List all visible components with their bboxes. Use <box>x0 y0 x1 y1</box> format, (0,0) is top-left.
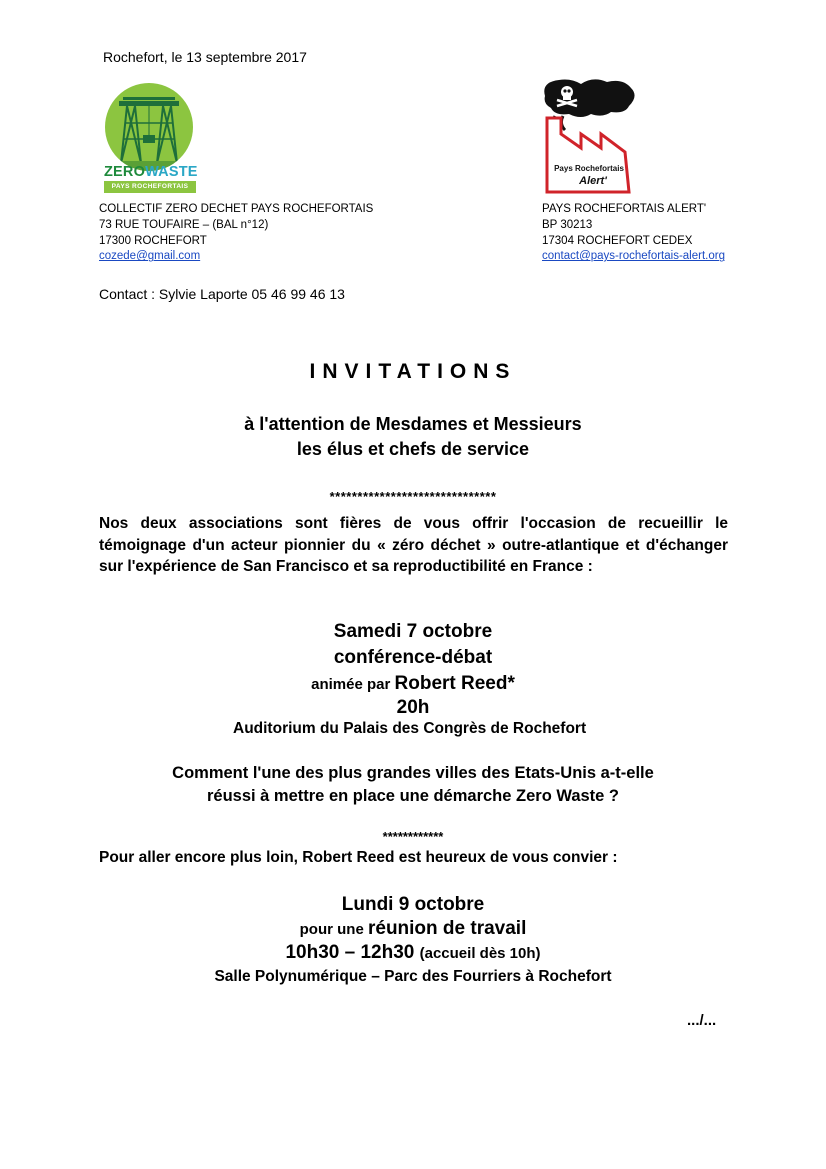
invite-line: Pour aller encore plus loin, Robert Reed est heureux de vous convier : <box>99 849 618 866</box>
zero-waste-wordmark: ZEROWASTE <box>104 164 198 180</box>
event1-date-type: Samedi 7 octobre conférence-débat <box>333 621 493 668</box>
street: BP 30213 <box>542 218 593 231</box>
event2-venue: Salle Polynumérique – Parc des Fourriers à Rochefort <box>214 968 612 985</box>
street: 73 RUE TOUFAIRE – (BAL n°12) <box>99 218 269 231</box>
event1-time: 20h <box>396 697 430 718</box>
separator: ****************************** <box>329 489 497 504</box>
city: 17304 ROCHEFORT CEDEX <box>542 234 693 247</box>
pays-rochefortais-alert-logo <box>541 78 637 196</box>
org-name: PAYS ROCHEFORTAIS ALERT' <box>542 203 707 215</box>
attention-heading: à l'attention de Mesdames et Messieurs les élus et chefs de service <box>244 414 582 459</box>
event2-date: Lundi 9 octobre <box>341 894 485 915</box>
email-link[interactable]: contact@pays-rochefortais-alert.org <box>542 250 725 263</box>
event1-venue: Auditorium du Palais des Congrès de Rochefort <box>233 720 587 737</box>
transporter-bridge-emblem <box>105 83 193 171</box>
intro-paragraph: Nos deux associations sont fières de vous offrir l'occasion de recueillir le témoignage d'un acteur pionnier du « zéro déchet » outre-atlantique et d'échanger sur l'expérience de San Francisco et sa reproductibilité en France : <box>99 515 728 575</box>
question-heading: Comment l'une des plus grandes villes des Etats-Unis a-t-elle réussi à mettre en place une démarche Zero Waste ? <box>172 764 654 805</box>
contact-line: Contact : Sylvie Laporte 05 46 99 46 13 <box>99 286 345 302</box>
continued-marker: .../... <box>687 1012 717 1029</box>
address-block-right <box>542 202 725 265</box>
event2-type: pour une réunion de travail <box>299 918 527 939</box>
letter-date: Rochefort, le 13 septembre 2017 <box>103 49 307 65</box>
org-name: COLLECTIF ZERO DECHET PAYS ROCHEFORTAIS <box>99 203 374 215</box>
zero-waste-tagline: PAYS ROCHEFORTAIS <box>104 181 196 193</box>
address-block-left <box>99 202 373 265</box>
separator: ************ <box>382 829 444 844</box>
email-link[interactable]: cozede@gmail.com <box>99 250 201 263</box>
zero-waste-logo <box>104 83 196 195</box>
event1-speaker: animée par Robert Reed* <box>311 673 515 694</box>
svg-text:Alert': Alert' <box>579 175 607 187</box>
svg-text:Pays Rochefortais: Pays Rochefortais <box>554 164 624 173</box>
smoke-cloud <box>544 79 634 117</box>
page-title: INVITATIONS <box>309 360 517 383</box>
event2-time: 10h30 – 12h30 (accueil dès 10h) <box>285 942 541 963</box>
city: 17300 ROCHEFORT <box>99 234 207 247</box>
